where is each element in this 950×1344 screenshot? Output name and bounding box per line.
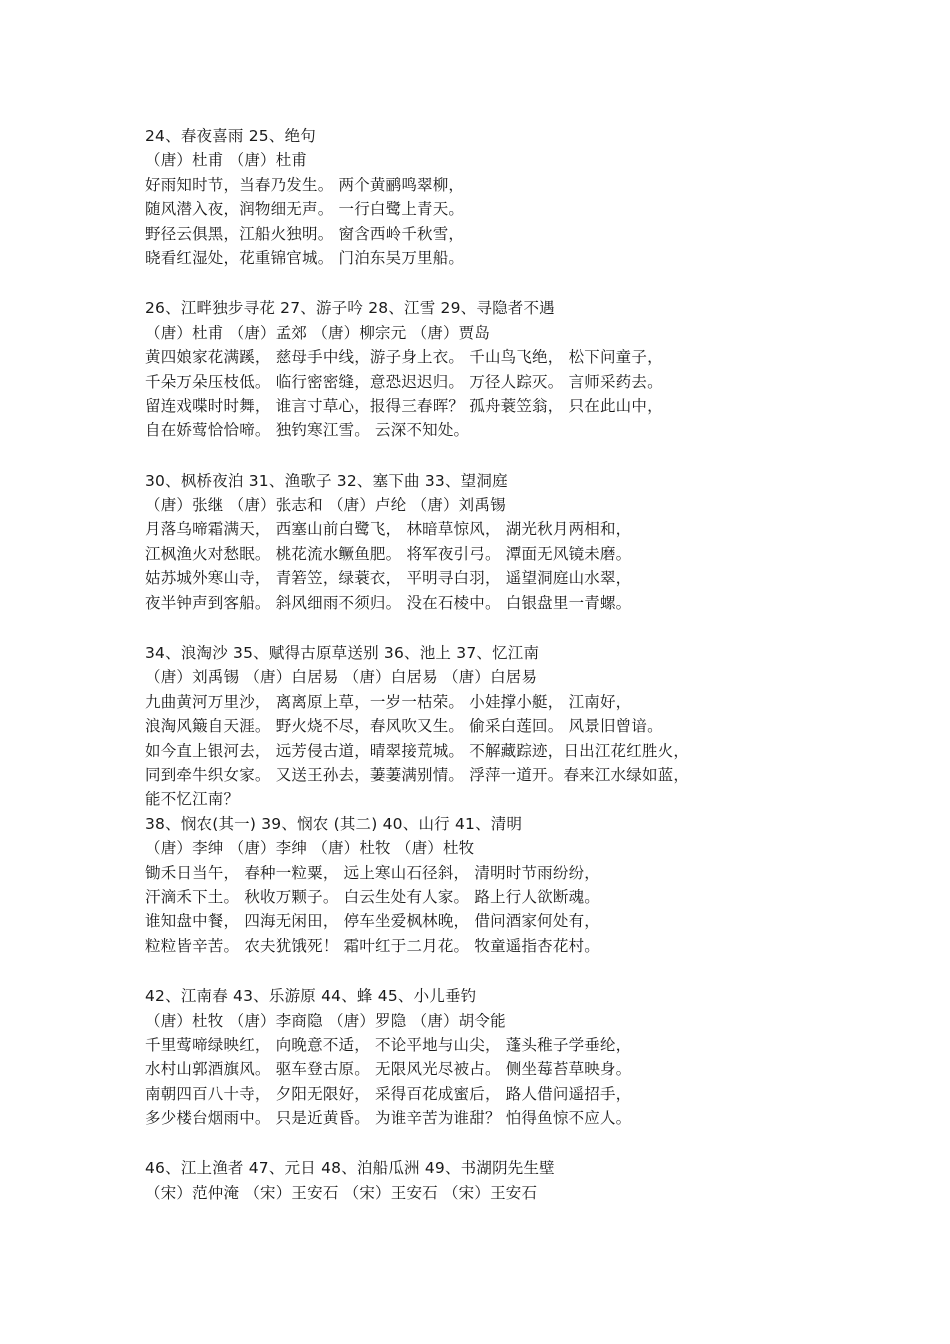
- poem-block-30-33: [145, 469, 845, 615]
- poem-authors-line: （唐）杜牧 （唐）李商隐 （唐）罗隐 （唐）胡令能: [145, 1011, 506, 1030]
- poem-titles-line: 30、枫桥夜泊 31、渔歌子 32、塞下曲 33、望洞庭: [145, 471, 508, 490]
- poem-verse-line: 千里莺啼绿映红， 向晚意不适， 不论平地与山尖， 蓬头稚子学垂纶，: [145, 1035, 632, 1054]
- poem-verse-line: 月落乌啼霜满天， 西塞山前白鹭飞， 林暗草惊风， 湖光秋月两相和，: [145, 520, 632, 539]
- poem-authors-line: （唐）张继 （唐）张志和 （唐）卢纶 （唐）刘禹锡: [145, 496, 506, 515]
- poem-authors-line: （唐）杜甫 （唐）孟郊 （唐）柳宗元 （唐）贾岛: [145, 323, 491, 342]
- poem-verse-line: 留连戏喋时时舞， 谁言寸草心，报得三春晖？ 孤舟蓑笠翁， 只在此山中，: [145, 396, 663, 415]
- block-spacer: [145, 1130, 845, 1156]
- poem-verse-line: 野径云俱黑，江船火独明。 窗含西岭千秋雪，: [145, 224, 465, 243]
- poem-verse-line: 千朵万朵压枝低。 临行密密缝，意恐迟迟归。 万径人踪灭。 言师采药去。: [145, 372, 663, 391]
- poem-verse-line: 晓看红湿处，花重锦官城。 门泊东吴万里船。: [145, 248, 465, 267]
- poem-verse-line: 能不忆江南？: [145, 790, 240, 809]
- poem-verse-line: 如今直上银河去， 远芳侵古道，晴翠接荒城。 不解藏踪迹，日出江花红胜火，: [145, 741, 690, 760]
- poem-verse-line: 锄禾日当午， 春种一粒粟， 远上寒山石径斜， 清明时节雨纷纷，: [145, 863, 600, 882]
- poem-verse-line: 谁知盘中餐， 四海无闲田， 停车坐爱枫林晚， 借问酒家何处有，: [145, 912, 600, 931]
- poem-verse-line: 九曲黄河万里沙， 离离原上草，一岁一枯荣。 小娃撑小艇， 江南好，: [145, 692, 632, 711]
- poem-authors-line: （宋）范仲淹 （宋）王安石 （宋）王安石 （宋）王安石: [145, 1183, 538, 1202]
- poem-authors-line: （唐）李绅 （唐）李绅 （唐）杜牧 （唐）杜牧: [145, 839, 475, 858]
- poem-titles-line: 42、江南春 43、乐游原 44、蜂 45、小儿垂钓: [145, 987, 477, 1006]
- document-page: [145, 124, 845, 1205]
- poem-titles-line: 46、江上渔者 47、元日 48、泊船瓜洲 49、书湖阴先生壁: [145, 1159, 555, 1178]
- poem-titles-line: 34、浪淘沙 35、赋得古原草送别 36、池上 37、忆江南: [145, 644, 540, 663]
- poem-authors-line: （唐）杜甫 （唐）杜甫: [145, 151, 308, 170]
- block-spacer: [145, 615, 845, 641]
- poem-verse-line: 浪淘风簸自天涯。 野火烧不尽，春风吹又生。 偷采白莲回。 风景旧曾谙。: [145, 717, 663, 736]
- poem-verse-line: 姑苏城外寒山寺， 青箬笠，绿蓑衣， 平明寻白羽， 遥望洞庭山水翠，: [145, 569, 632, 588]
- poem-titles-line: 24、春夜喜雨 25、绝句: [145, 127, 316, 145]
- poem-verse-line: 多少楼台烟雨中。 只是近黄昏。 为谁辛苦为谁甜？ 怕得鱼惊不应人。: [145, 1109, 632, 1128]
- poem-verse-line: 自在娇莺恰恰啼。 独钓寒江雪。 云深不知处。: [145, 421, 470, 440]
- poem-block-34-41: [145, 641, 845, 958]
- poem-verse-line: 水村山郭酒旗风。 驱车登古原。 无限风光尽被占。 侧坐莓苔草映身。: [145, 1060, 632, 1079]
- block-spacer: [145, 958, 845, 984]
- block-spacer: [145, 270, 845, 296]
- poem-verse-line: 随风潜入夜，润物细无声。 一行白鹭上青天。: [145, 200, 465, 219]
- poem-verse-line: 夜半钟声到客船。 斜风细雨不须归。 没在石棱中。 白银盘里一青螺。: [145, 593, 632, 612]
- poem-verse-line: 黄四娘家花满蹊， 慈母手中线，游子身上衣。 千山鸟飞绝， 松下问童子，: [145, 348, 663, 367]
- poem-verse-line: 南朝四百八十寺， 夕阳无限好， 采得百花成蜜后， 路人借问遥招手，: [145, 1084, 632, 1103]
- poem-verse-line: 粒粒皆辛苦。 农夫犹饿死！ 霜叶红于二月花。 牧童遥指杏花村。: [145, 936, 600, 955]
- poem-verse-line: 好雨知时节，当春乃发生。 两个黄鹂鸣翠柳，: [145, 175, 465, 194]
- poem-block-46-49: [145, 1156, 845, 1205]
- poem-verse-line: 汗滴禾下土。 秋收万颗子。 白云生处有人家。 路上行人欲断魂。: [145, 887, 600, 906]
- poem-block-42-45: [145, 984, 845, 1130]
- block-spacer: [145, 443, 845, 469]
- poem-block-26-29: [145, 296, 845, 442]
- poem-titles-line: 38、悯农(其一) 39、悯农 (其二) 40、山行 41、清明: [145, 814, 523, 833]
- poem-verse-line: 江枫渔火对愁眠。 桃花流水鳜鱼肥。 将军夜引弓。 潭面无风镜未磨。: [145, 544, 632, 563]
- poem-authors-line: （唐）刘禹锡 （唐）白居易 （唐）白居易 （唐）白居易: [145, 668, 538, 687]
- poem-titles-line: 26、江畔独步寻花 27、游子吟 28、江雪 29、寻隐者不遇: [145, 299, 555, 318]
- poem-verse-line: 同到牵牛织女家。 又送王孙去，萋萋满别情。 浮萍一道开。春来江水绿如蓝，: [145, 765, 690, 784]
- poem-block-24-25: [145, 124, 845, 270]
